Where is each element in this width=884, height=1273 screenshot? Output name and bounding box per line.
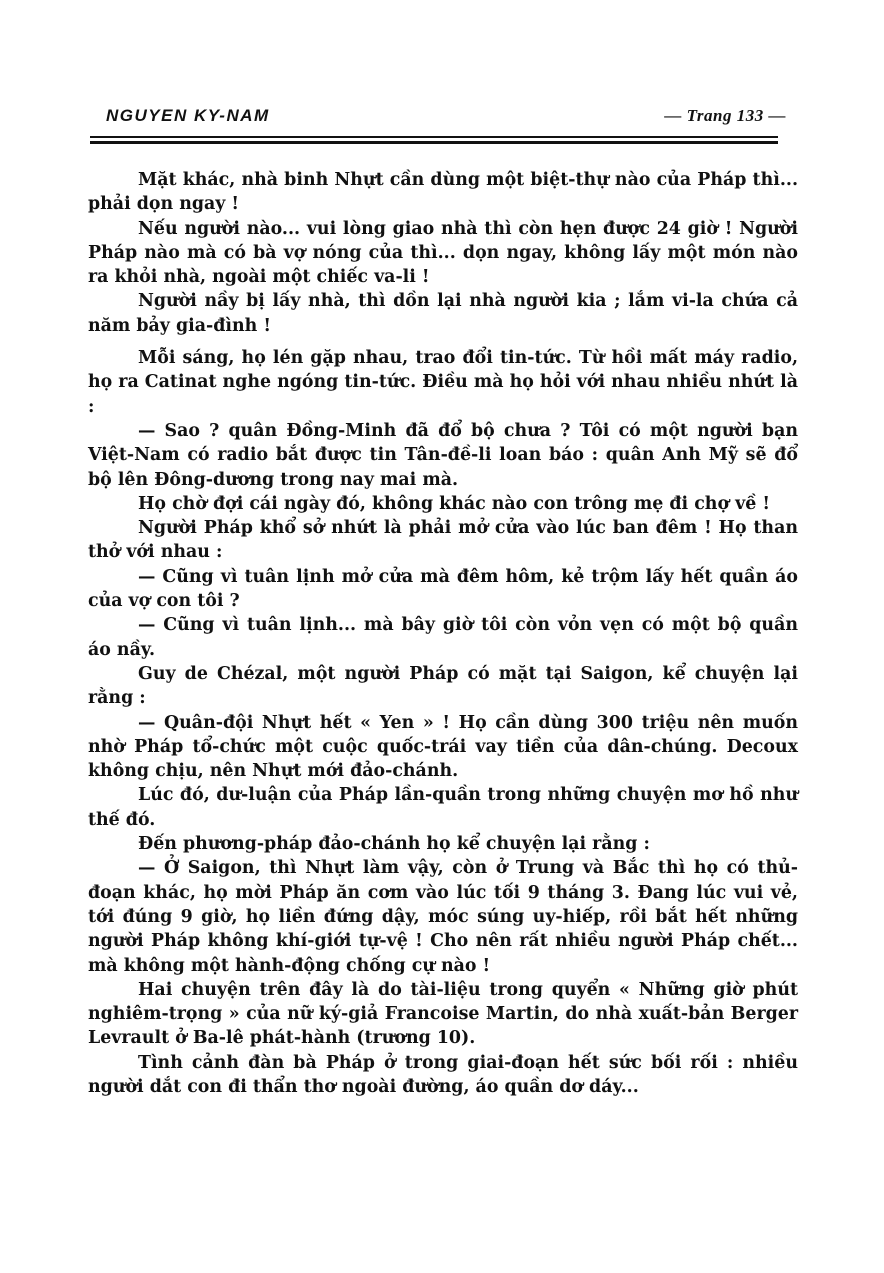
paragraph: Người Pháp khổ sở nhứt là phải mở cửa vào lúc ban đêm ! Họ than thở với nhau : bbox=[88, 518, 798, 563]
paragraph: Mặt khác, nhà binh Nhựt cần dùng một biệt-thự nào của Pháp thì... phải dọn ngay ! bbox=[88, 170, 798, 215]
paragraph: Nếu người nào... vui lòng giao nhà thì còn hẹn được 24 giờ ! Người Pháp nào mà có bà vợ nóng của thì... dọn ngay, không lấy một món nào ra khỏi nhà, ngoài một chiếc va-li ! bbox=[88, 218, 798, 288]
paragraph: Guy de Chézal, một người Pháp có mặt tại Saigon, kể chuyện lại rằng : bbox=[88, 663, 798, 709]
paragraph: Người nầy bị lấy nhà, thì dồn lại nhà người kia ; lắm vi-la chứa cả năm bảy gia-đình ! bbox=[88, 291, 798, 336]
author-name: NGUYEN KY-NAM bbox=[106, 106, 270, 125]
paragraph: — Cũng vì tuân lịnh... mà bây giờ tôi còn vỏn vẹn có một bộ quần áo nầy. bbox=[88, 615, 798, 660]
paragraph: Đến phương-pháp đảo-chánh họ kể chuyện lại rằng : bbox=[138, 834, 650, 855]
header-rule-thin bbox=[90, 136, 778, 138]
paragraph: Lúc đó, dư-luận của Pháp lần-quần trong những chuyện mơ hồ như thế đó. bbox=[88, 785, 798, 830]
paragraph: Họ chờ đợi cái ngày đó, không khác nào con trông mẹ đi chợ về ! bbox=[138, 493, 770, 514]
paragraph: Hai chuyện trên đây là do tài-liệu trong quyển « Những giờ phút nghiêm-trọng » của nữ ký-giả Francoise Martin, do nhà xuất-bản Berger Levrault ở Ba-lê phát-hành (trương 10). bbox=[88, 979, 798, 1049]
running-header bbox=[106, 106, 786, 134]
paragraph: — Quân-đội Nhựt hết « Yen » ! Họ cần dùng 300 triệu nên muốn nhờ Pháp tổ-chức một cuộc quốc-trái vay tiền của dân-chúng. Decoux không chịu, nên Nhựt mới đảo-chánh. bbox=[88, 712, 798, 782]
paragraph: Tình cảnh đàn bà Pháp ở trong giai-đoạn hết sức bối rối : nhiều người dắt con đi thẩn thơ ngoài đường, áo quần dơ dáy... bbox=[88, 1052, 798, 1097]
header-rule-thick bbox=[90, 141, 778, 144]
body-text bbox=[88, 168, 798, 1099]
paragraph: — Cũng vì tuân lịnh mở cửa mà đêm hôm, kẻ trộm lấy hết quần áo của vợ con tôi ? bbox=[88, 566, 798, 612]
paragraph: — Ở Saigon, thì Nhựt làm vậy, còn ở Trung và Bắc thì họ có thủ-đoạn khác, họ mời Pháp ăn cơm vào lúc tối 9 tháng 3. Đang lúc vui vẻ, tới đúng 9 giờ, họ liền đứng dậy, móc súng uy-hiếp, rồi bắt hết những người Pháp không khí-giới tự-vệ ! Cho nên rất nhiều người Pháp chết... mà không một hành-động chống cự nào ! bbox=[88, 858, 798, 976]
page-number: — Trang 133 — bbox=[664, 106, 786, 125]
paragraph: Mỗi sáng, họ lén gặp nhau, trao đổi tin-tức. Từ hồi mất máy radio, họ ra Catinat nghe ngóng tin-tức. Điều mà họ hỏi với nhau nhiều nhứt là : bbox=[88, 348, 798, 417]
paragraph: — Sao ? quân Đồng-Minh đã đổ bộ chưa ? Tôi có một người bạn Việt-Nam có radio bắt được tin Tân-đề-li loan báo : quân Anh Mỹ sẽ đổ bộ lên Đông-dương trong nay mai mà. bbox=[88, 420, 798, 490]
